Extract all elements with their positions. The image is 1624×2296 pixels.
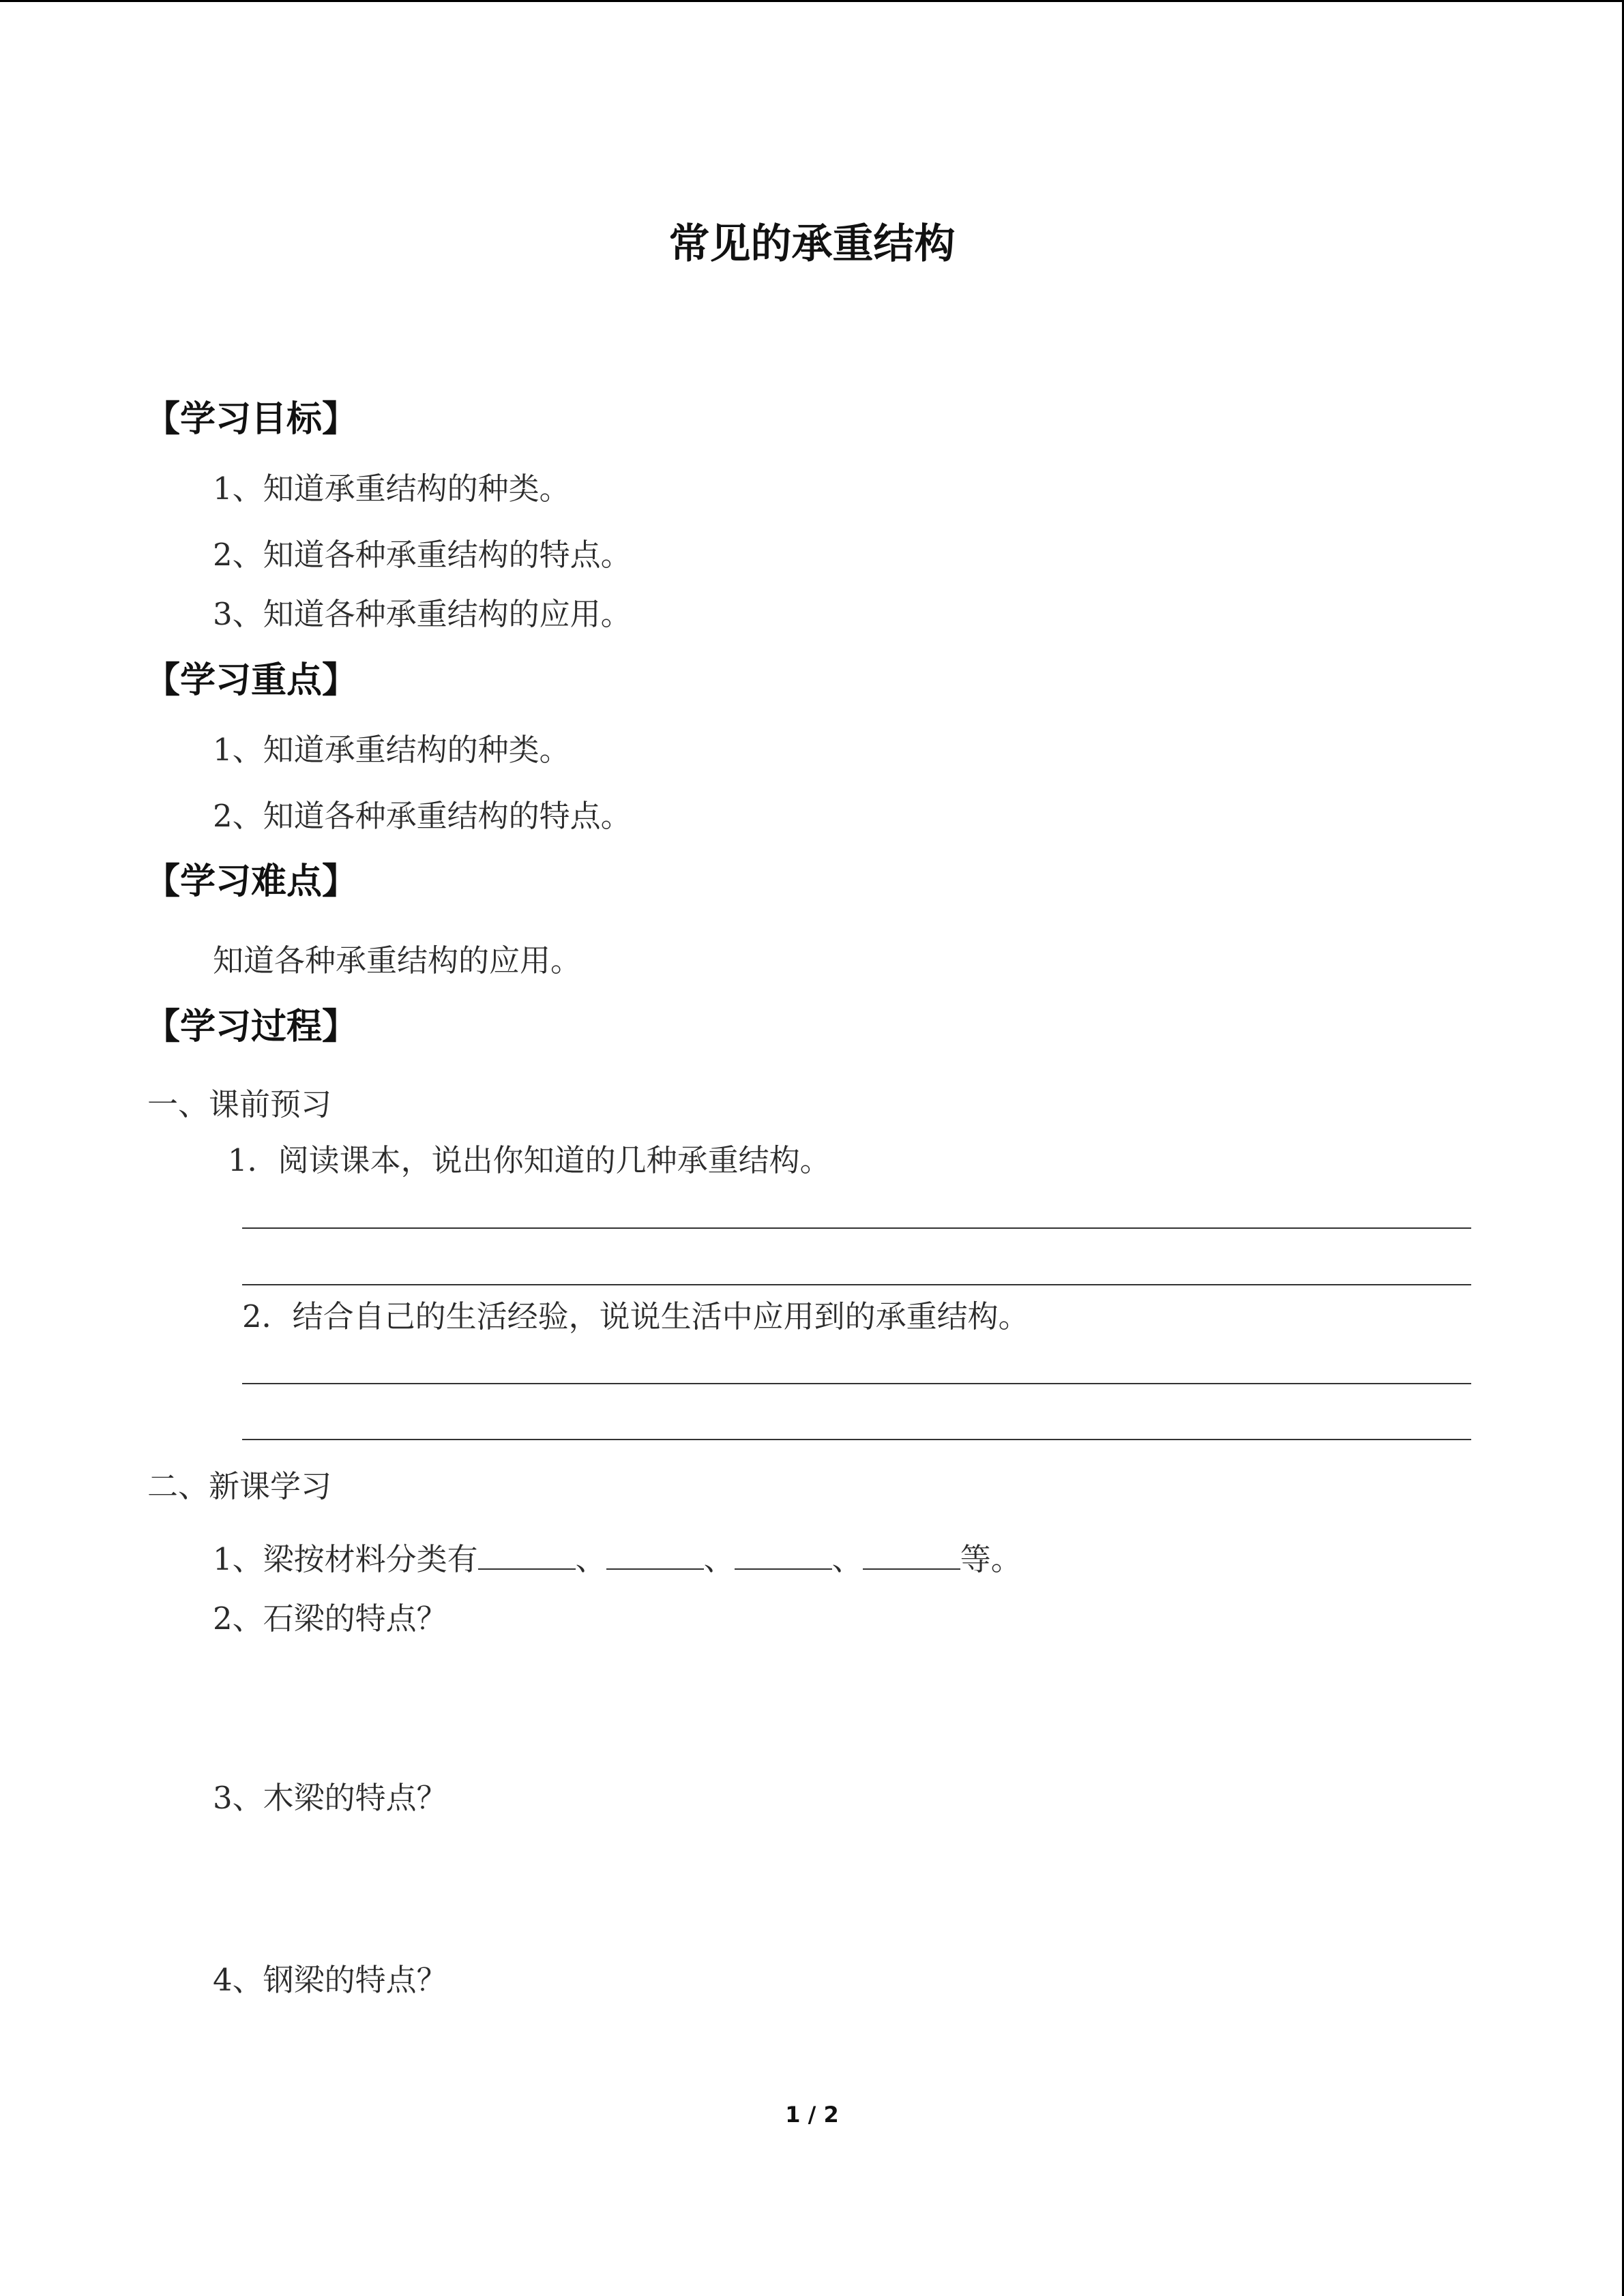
key-point-item-2: 2、知道各种承重结构的特点。 [213, 798, 632, 834]
beam-material-question [213, 1534, 1022, 1579]
preview-label: 一、课前预习 [147, 1086, 332, 1122]
steel-beam-question: 4、钢梁的特点？ [213, 1962, 447, 1998]
separator-2: 、 [703, 1541, 735, 1577]
answer-line-2[interactable] [242, 1284, 1471, 1285]
preview-question-2: 2．结合自己的生活经验，说说生活中应用到的承重结构。 [242, 1298, 1029, 1335]
answer-line-1[interactable] [242, 1227, 1471, 1229]
new-lesson-label: 二、新课学习 [147, 1468, 332, 1504]
stone-beam-question: 2、石梁的特点？ [213, 1600, 447, 1637]
objective-item-3: 3、知道各种承重结构的应用。 [213, 596, 632, 632]
answer-line-4[interactable] [242, 1439, 1471, 1440]
difficulties-text: 知道各种承重结构的应用。 [213, 942, 582, 979]
objectives-heading: 【学习目标】 [145, 399, 358, 440]
key-points-heading: 【学习重点】 [145, 660, 358, 701]
blank-3[interactable] [735, 1541, 832, 1570]
page-title: 常见的承重结构 [668, 220, 956, 268]
beam-question-suffix: 等。 [960, 1541, 1022, 1577]
key-point-item-1: 1、知道承重结构的种类。 [213, 732, 570, 768]
answer-line-3[interactable] [242, 1383, 1471, 1384]
wood-beam-question: 3、木梁的特点？ [213, 1780, 447, 1816]
blank-1[interactable] [478, 1541, 576, 1570]
difficulties-heading: 【学习难点】 [145, 861, 358, 902]
separator-1: 、 [575, 1541, 606, 1577]
blank-2[interactable] [606, 1541, 704, 1570]
process-heading: 【学习过程】 [145, 1007, 358, 1047]
blank-4[interactable] [863, 1541, 960, 1570]
beam-question-prefix: 1、梁按材料分类有 [213, 1541, 478, 1577]
page-border-top [0, 0, 1624, 2]
objective-item-1: 1、知道承重结构的种类。 [213, 471, 570, 507]
page-number: 1 / 2 [785, 2102, 839, 2128]
preview-question-1: 1．阅读课本，说出你知道的几种承重结构。 [228, 1142, 831, 1178]
separator-3: 、 [831, 1541, 863, 1577]
objective-item-2: 2、知道各种承重结构的特点。 [213, 537, 632, 573]
